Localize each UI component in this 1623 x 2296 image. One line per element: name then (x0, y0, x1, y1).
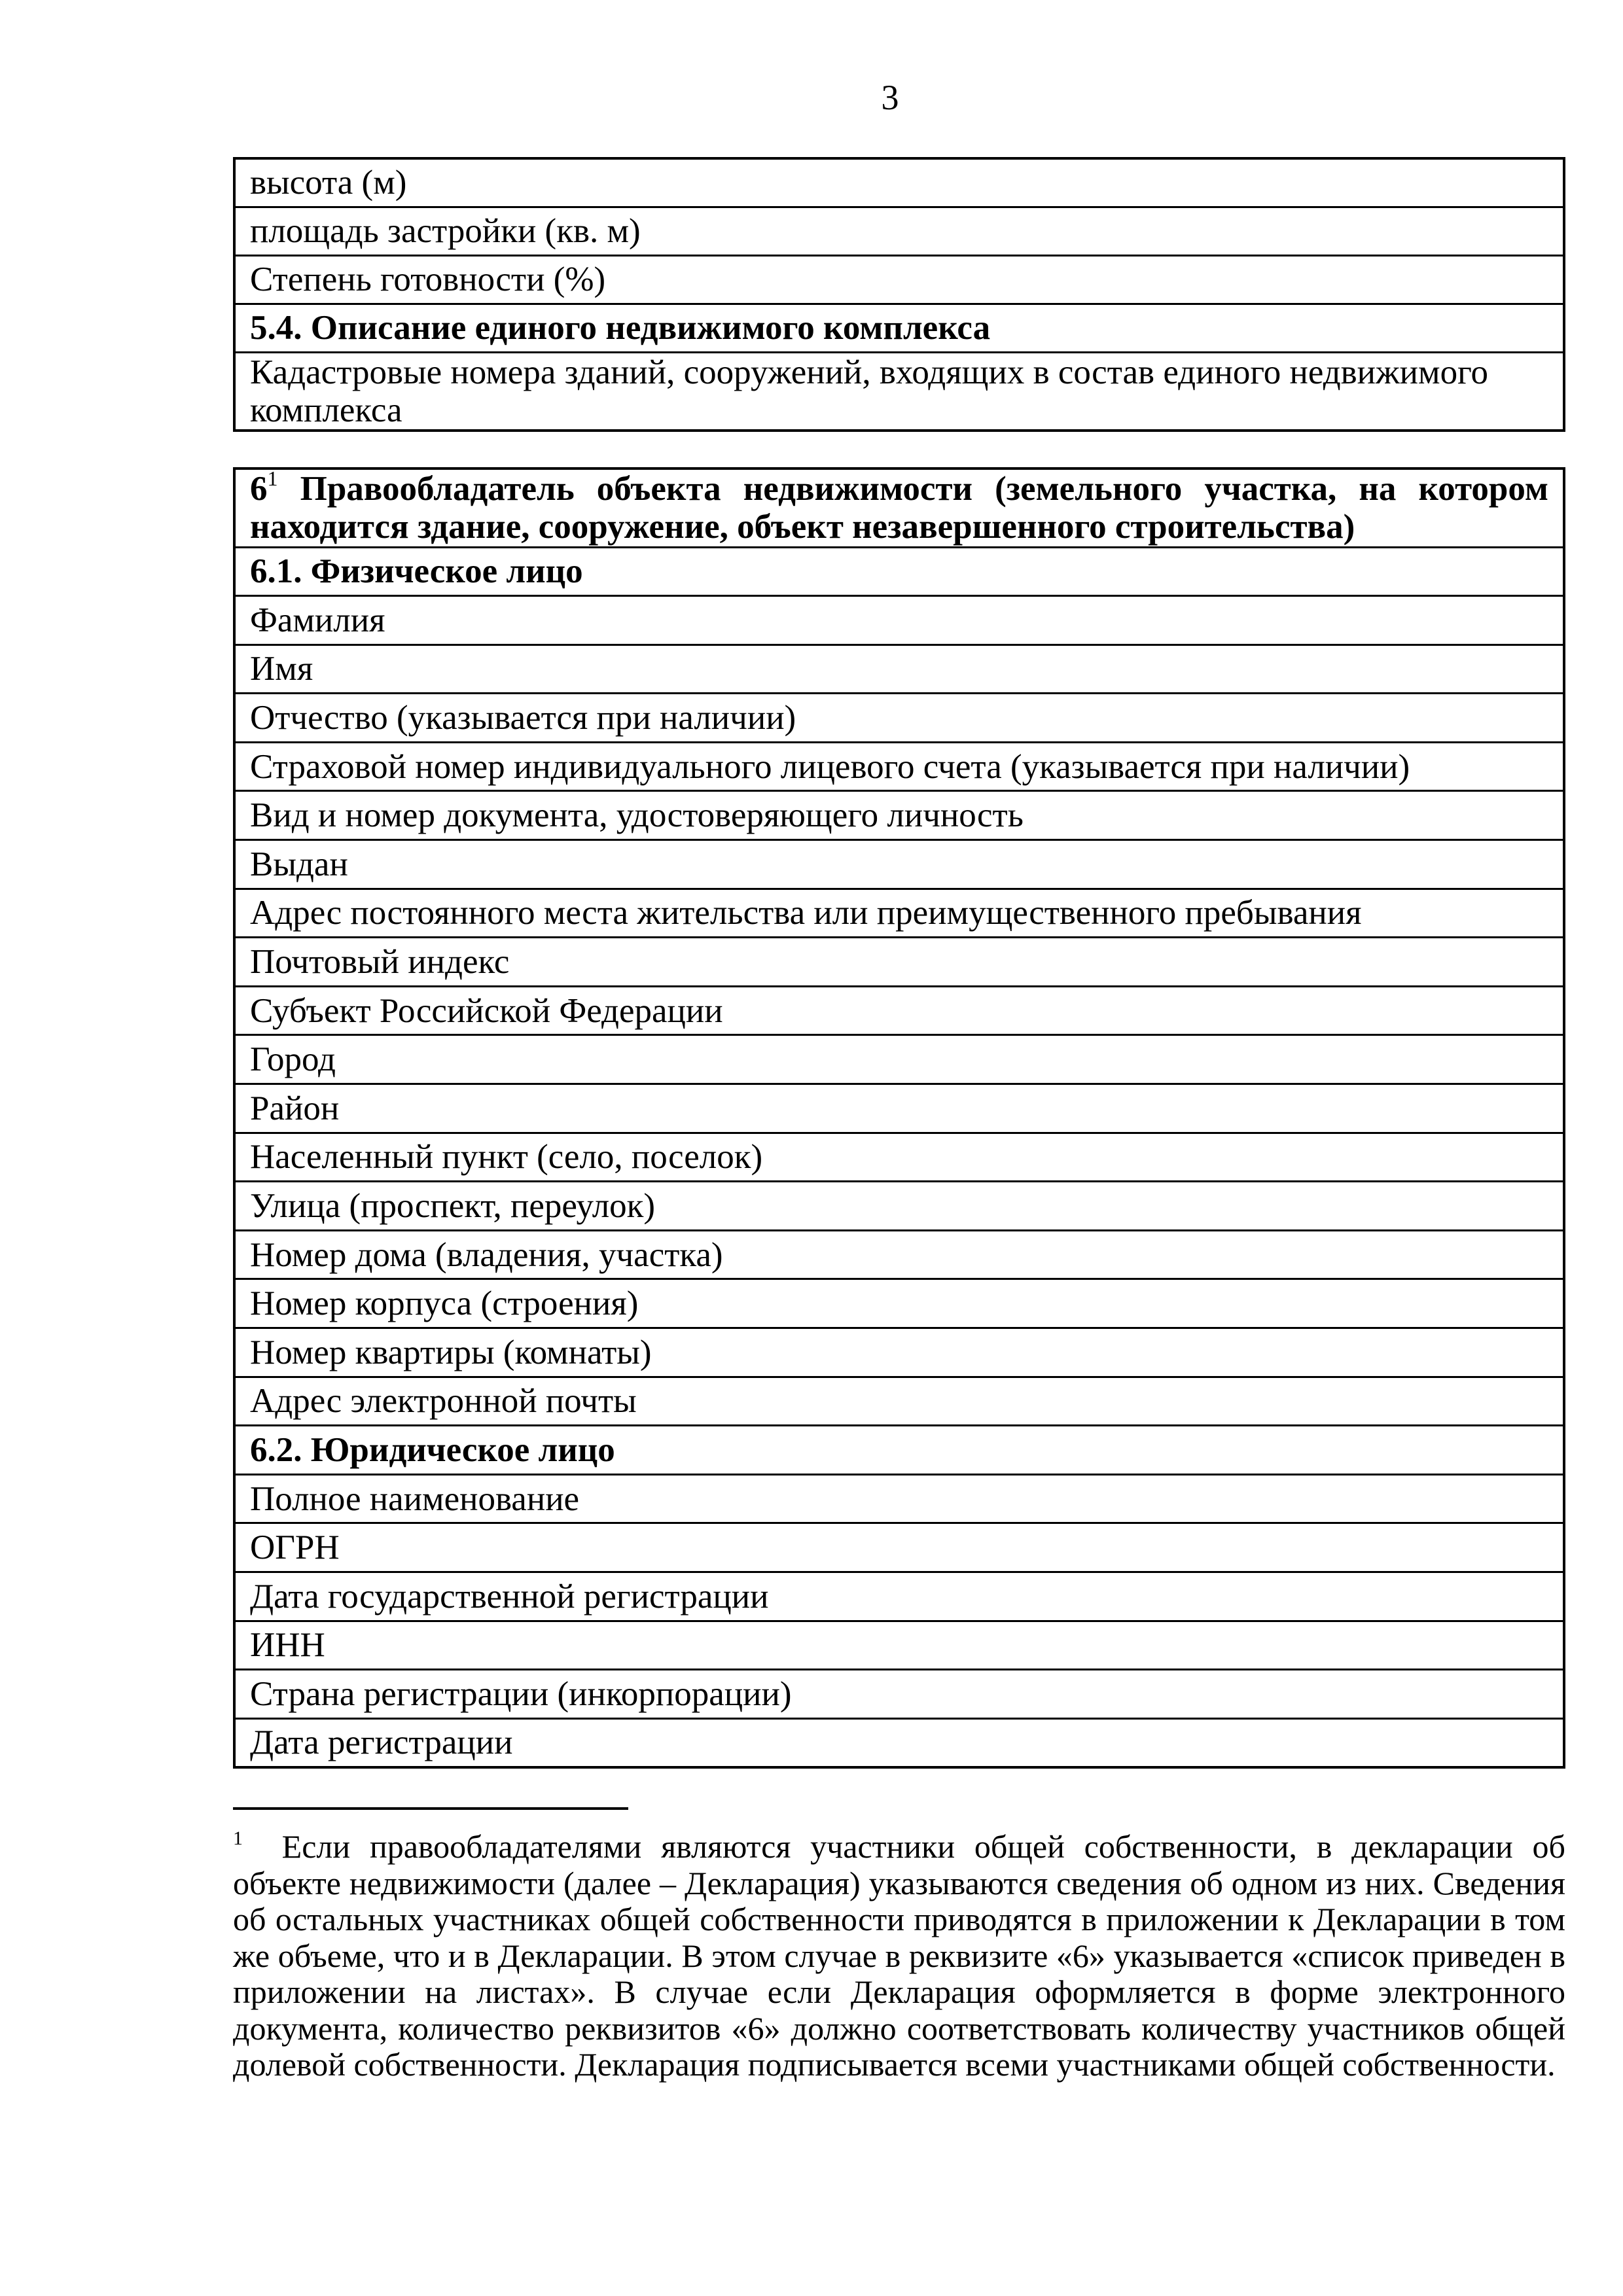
table-row (234, 1572, 1564, 1621)
field-label: Отчество (указывается при наличии) (234, 694, 1564, 743)
table-row (234, 645, 1564, 694)
section-number: 6 (250, 470, 268, 508)
page-number: 3 (881, 78, 899, 117)
table-row (234, 1328, 1564, 1377)
field-label: Кадастровые номера зданий, сооружений, входящих в состав единого недвижимого комплекса (234, 352, 1564, 431)
section-heading-row (234, 547, 1564, 596)
table-row (234, 1670, 1564, 1719)
field-label: ИНН (234, 1621, 1564, 1670)
table-row (234, 596, 1564, 645)
section-heading: 5.4. Описание единого недвижимого комплекса (234, 304, 1564, 352)
table-row (234, 352, 1564, 431)
field-label: Номер квартиры (комнаты) (234, 1328, 1564, 1377)
field-label: Фамилия (234, 596, 1564, 645)
field-label: Страховой номер индивидуального лицевого счета (указывается при наличии) (234, 742, 1564, 791)
table-row (234, 840, 1564, 889)
table-header-row (234, 468, 1564, 547)
table-row (234, 207, 1564, 255)
field-label: Субъект Российской Федерации (234, 986, 1564, 1035)
table-row (234, 1133, 1564, 1182)
field-label: Дата регистрации (234, 1718, 1564, 1767)
table-row (234, 1182, 1564, 1231)
field-label: Почтовый индекс (234, 938, 1564, 987)
section-heading-row (234, 1426, 1564, 1475)
field-label: площадь застройки (кв. м) (234, 207, 1564, 255)
field-label: Адрес электронной почты (234, 1377, 1564, 1426)
field-label: Улица (проспект, переулок) (234, 1182, 1564, 1231)
table-row (234, 938, 1564, 987)
table-row (234, 986, 1564, 1035)
table-row (234, 1279, 1564, 1328)
table-row (234, 1035, 1564, 1084)
table-row (234, 889, 1564, 938)
table-row (234, 1230, 1564, 1279)
field-label: высота (м) (234, 158, 1564, 207)
field-label: Район (234, 1084, 1564, 1133)
footnote-ref: 1 (267, 467, 278, 491)
table-row (234, 694, 1564, 743)
footnote (233, 1829, 1565, 2083)
right-holder-header (234, 468, 1564, 547)
building-parameters-table (233, 157, 1565, 432)
section-heading: 6.2. Юридическое лицо (234, 1426, 1564, 1475)
field-label: Страна регистрации (инкорпорации) (234, 1670, 1564, 1719)
table-row (234, 791, 1564, 840)
table-row (234, 1523, 1564, 1572)
table-row (234, 158, 1564, 207)
field-label: Дата государственной регистрации (234, 1572, 1564, 1621)
footnote-divider (233, 1807, 628, 1810)
field-label: Выдан (234, 840, 1564, 889)
field-label: Город (234, 1035, 1564, 1084)
field-label: Номер дома (владения, участка) (234, 1230, 1564, 1279)
section-heading: 6.1. Физическое лицо (234, 547, 1564, 596)
field-label: Имя (234, 645, 1564, 694)
table-row (234, 1718, 1564, 1767)
footnote-marker: 1 (233, 1828, 243, 1849)
field-label: Населенный пункт (село, поселок) (234, 1133, 1564, 1182)
section-title: Правообладатель объекта недвижимости (земельного участка, на котором находится здание, сооружение, объект незавершенного строительства) (250, 470, 1548, 546)
table-row (234, 1377, 1564, 1426)
footnote-text: Если правообладателями являются участники общей собственности, в декларации об объекте недвижимости (далее – Декларация) указываются сведения об одном из них. Сведения об остальных участниках общей собственности приводятся в приложении к Декларации в том же объеме, что и в Декларации. В этом случае в реквизите «6» указывается «список приведен в приложении на листах». В случае если Декларация оформляется в форме электронного документа, количество реквизитов «6» должно соответствовать количеству участников общей долевой собственности. Декларация подписывается всеми участниками общей собственности. (233, 1828, 1565, 2083)
table-row (234, 1474, 1564, 1523)
right-holder-table (233, 467, 1565, 1769)
table-row (234, 742, 1564, 791)
field-label: ОГРН (234, 1523, 1564, 1572)
field-label: Полное наименование (234, 1474, 1564, 1523)
field-label: Вид и номер документа, удостоверяющего личность (234, 791, 1564, 840)
table-row (234, 1084, 1564, 1133)
table-row (234, 1621, 1564, 1670)
field-label: Степень готовности (%) (234, 255, 1564, 304)
table-row (234, 255, 1564, 304)
field-label: Номер корпуса (строения) (234, 1279, 1564, 1328)
field-label: Адрес постоянного места жительства или преимущественного пребывания (234, 889, 1564, 938)
section-heading-row (234, 304, 1564, 352)
